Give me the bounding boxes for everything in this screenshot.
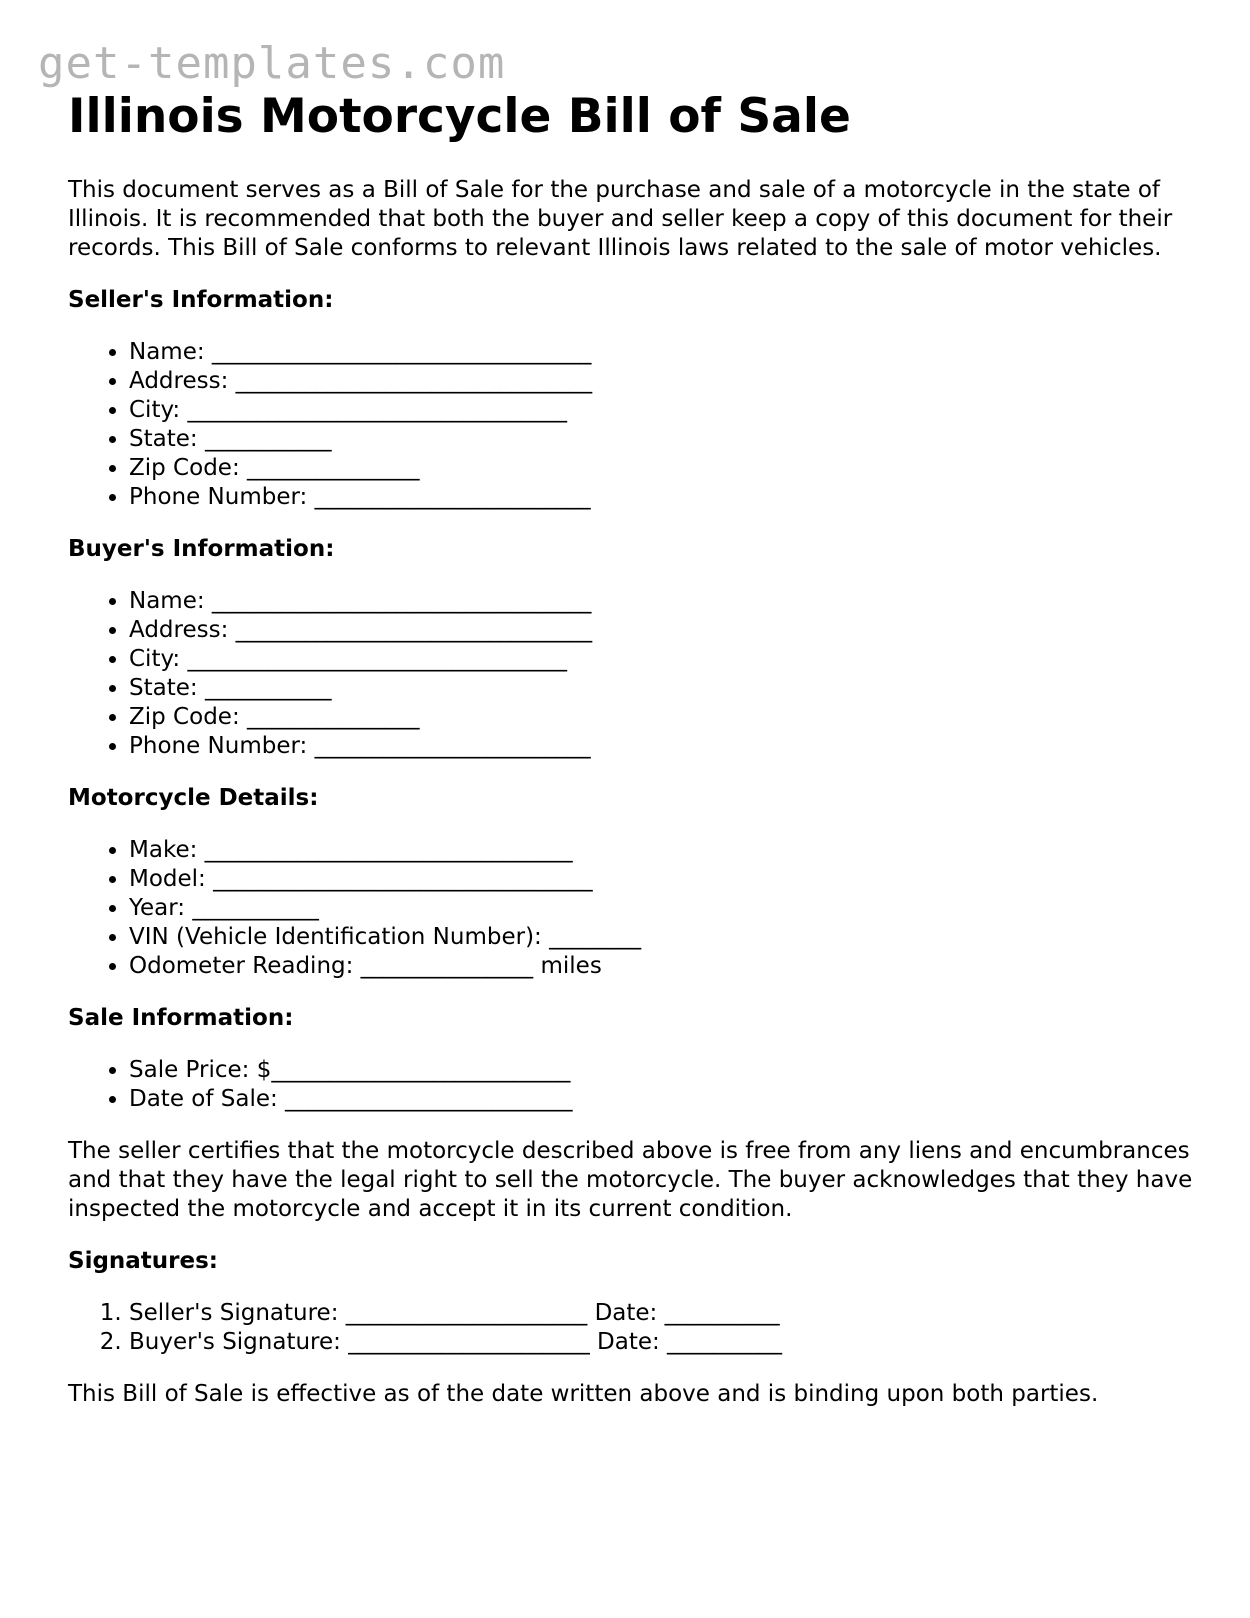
intro-paragraph: This document serves as a Bill of Sale for the purchase and sale of a motorcycle in the state of Illinois. It is recommended that both the buyer and seller keep a copy of this document for their records. This Bill of Sale conforms to relevant Illinois laws related to the sale of motor vehicles. — [68, 177, 1173, 261]
buyer-zip-field[interactable]: • Zip Code: _______________ — [129, 703, 1198, 732]
seller-signature-field[interactable]: 1. Seller's Signature: _____________________ Date: __________ — [129, 1299, 1198, 1328]
buyer-phone-field[interactable]: • Phone Number: ________________________ — [129, 732, 1198, 761]
sale-price-field[interactable]: • Sale Price: $__________________________ — [129, 1056, 1198, 1085]
buyer-city-field[interactable]: • City: _________________________________ — [129, 645, 1198, 674]
seller-zip-field[interactable]: • Zip Code: _______________ — [129, 454, 1198, 483]
signatures-list — [68, 1299, 1198, 1357]
motorcycle-heading: Motorcycle Details: — [68, 785, 319, 811]
seller-heading: Seller's Information: — [68, 287, 334, 313]
sale-heading: Sale Information: — [68, 1005, 294, 1031]
seller-city-field[interactable]: • City: _________________________________ — [129, 396, 1198, 425]
closing-paragraph: This Bill of Sale is effective as of the date written above and is binding upon both parties. — [68, 1381, 1099, 1407]
buyer-name-field[interactable]: • Name: _________________________________ — [129, 587, 1198, 616]
seller-info-list — [68, 338, 1198, 512]
motorcycle-details-list — [68, 836, 1198, 981]
seller-address-field[interactable]: • Address: _______________________________ — [129, 367, 1198, 396]
certification-paragraph: The seller certifies that the motorcycle described above is free from any liens and encumbrances and that they have the legal right to sell the motorcycle. The buyer acknowledges that they have inspected the motorcycle and accept it in its current condition. — [68, 1138, 1193, 1222]
signatures-heading: Signatures: — [68, 1248, 219, 1274]
document — [68, 84, 1198, 1409]
model-field[interactable]: • Model: _________________________________ — [129, 865, 1198, 894]
sale-info-list — [68, 1056, 1198, 1114]
buyer-signature-field[interactable]: 2. Buyer's Signature: _____________________ Date: __________ — [129, 1328, 1198, 1357]
make-field[interactable]: • Make: ________________________________ — [129, 836, 1198, 865]
odometer-field[interactable]: • Odometer Reading: _______________ miles — [129, 952, 1198, 981]
vin-field[interactable]: • VIN (Vehicle Identification Number): ________ — [129, 923, 1198, 952]
buyer-heading: Buyer's Information: — [68, 536, 335, 562]
sale-date-field[interactable]: • Date of Sale: _________________________ — [129, 1085, 1198, 1114]
buyer-state-field[interactable]: • State: ___________ — [129, 674, 1198, 703]
seller-state-field[interactable]: • State: ___________ — [129, 425, 1198, 454]
buyer-info-list — [68, 587, 1198, 761]
watermark: get-templates.com — [38, 38, 506, 89]
seller-name-field[interactable]: • Name: _________________________________ — [129, 338, 1198, 367]
page-title: Illinois Motorcycle Bill of Sale — [68, 89, 851, 144]
year-field[interactable]: • Year: ___________ — [129, 894, 1198, 923]
buyer-address-field[interactable]: • Address: _______________________________ — [129, 616, 1198, 645]
seller-phone-field[interactable]: • Phone Number: ________________________ — [129, 483, 1198, 512]
